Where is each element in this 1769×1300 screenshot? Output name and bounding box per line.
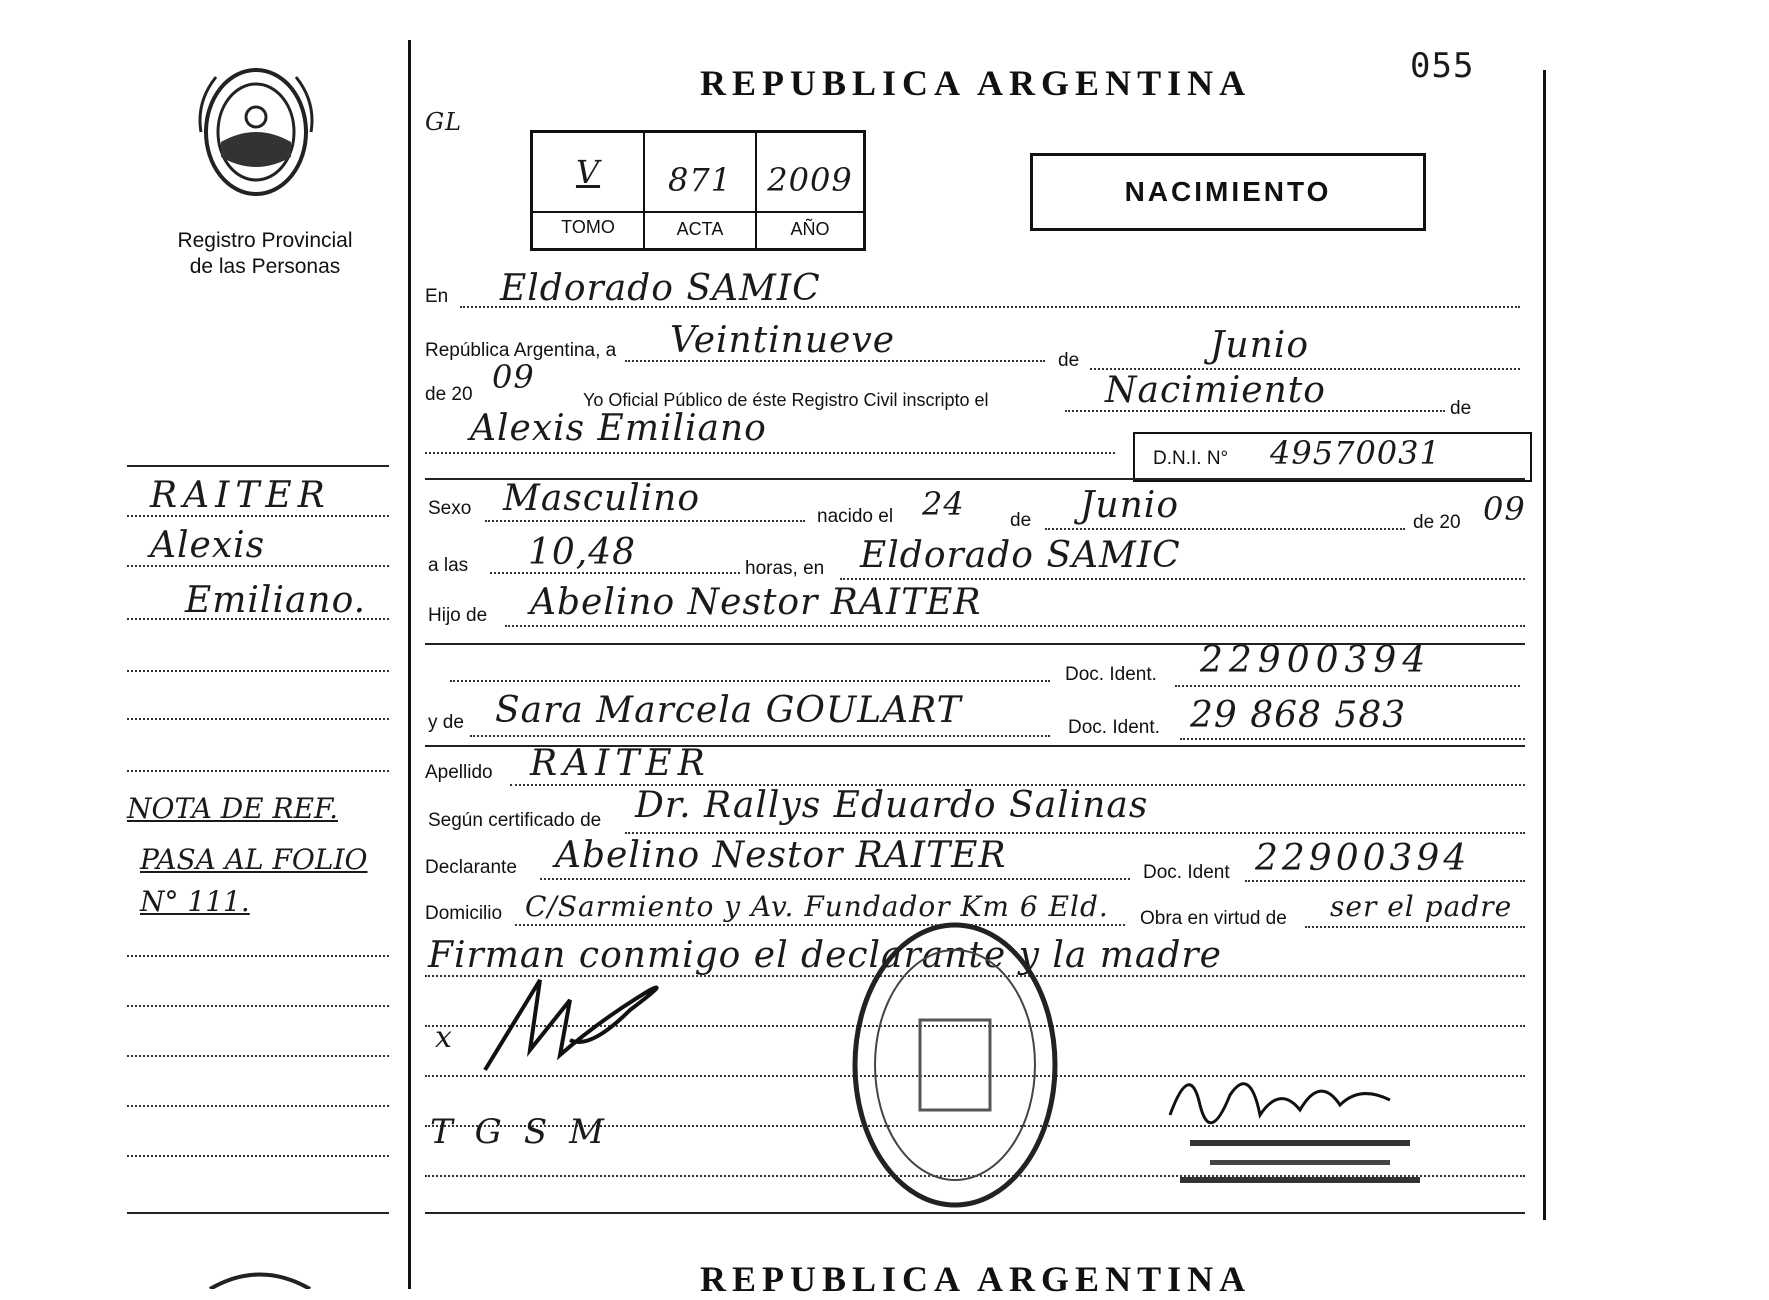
de2009-label: de 20 xyxy=(1413,512,1461,533)
obra-label: Obra en virtud de xyxy=(1140,908,1287,929)
footer-title: REPUBLICA ARGENTINA xyxy=(700,1259,1252,1299)
margin-second-name: Emiliano. xyxy=(185,580,367,621)
mes: Junio xyxy=(1210,325,1309,366)
oficial-label: Yo Oficial Público de éste Registro Civil inscripto el xyxy=(583,390,989,410)
anio-value: 2009 xyxy=(767,161,853,199)
alas-label: a las xyxy=(428,555,469,576)
footer-seal-icon xyxy=(205,1270,315,1289)
apellido-label: Apellido xyxy=(425,762,493,783)
anio-corto: 09 xyxy=(492,358,535,396)
margin-first-name: Alexis xyxy=(150,525,266,566)
en-value: Eldorado SAMIC xyxy=(500,268,821,309)
nacido-dia: 24 xyxy=(922,485,965,523)
registry-name: Registro Provincial de las Personas xyxy=(177,229,353,278)
declarante: Abelino Nestor RAITER xyxy=(555,835,1007,876)
act-type-box xyxy=(1030,153,1426,231)
certificado: Dr. Rallys Eduardo Salinas xyxy=(635,785,1149,826)
en-label: En xyxy=(425,286,449,307)
inscripto: Nacimiento xyxy=(1105,370,1326,411)
official-stamp-icon xyxy=(845,915,1065,1215)
sexo: Masculino xyxy=(503,478,701,519)
tgsm-initials: TGSM xyxy=(430,1112,626,1152)
declarante-doc: 22900394 xyxy=(1255,838,1471,879)
de-label: de xyxy=(1058,350,1080,371)
nacido-mes: Junio xyxy=(1080,485,1179,526)
margin-note-line3: N° 111. xyxy=(140,885,250,918)
de2-label: de xyxy=(1450,398,1472,419)
hora: 10,48 xyxy=(528,532,637,573)
de3-label: de xyxy=(1010,510,1032,531)
domicilio-label: Domicilio xyxy=(425,903,503,924)
nacido-label: nacido el xyxy=(817,506,894,527)
margin-surname: RAITER xyxy=(150,475,331,516)
de20-label: de 20 xyxy=(425,384,473,405)
sexo-label: Sexo xyxy=(428,498,472,519)
right-border xyxy=(1543,70,1546,1220)
apellido: RAITER xyxy=(530,743,711,784)
padre: Abelino Nestor RAITER xyxy=(530,582,982,623)
left-divider xyxy=(408,40,411,1289)
obra: ser el padre xyxy=(1330,890,1513,923)
dni-box xyxy=(1133,432,1532,482)
padre-doc: 22900394 xyxy=(1200,640,1432,681)
dni-label: D.N.I. N° xyxy=(1153,448,1229,469)
doc2-label: Doc. Ident. xyxy=(1068,717,1160,738)
folio-number: 055 xyxy=(1410,46,1475,86)
hijo-label: Hijo de xyxy=(428,605,488,626)
tomo-label: TOMO xyxy=(561,217,615,237)
anio-label: AÑO xyxy=(790,219,830,239)
firma-text: Firman conmigo el declarante y la madre xyxy=(428,935,1222,976)
madre: Sara Marcela GOULART xyxy=(495,690,962,731)
x-mark: x xyxy=(435,1020,453,1055)
declarant-signature-icon xyxy=(480,960,680,1080)
dia-letras: Veintinueve xyxy=(670,320,895,361)
declarante-label: Declarante xyxy=(425,857,517,878)
madre-doc: 29 868 583 xyxy=(1190,695,1407,736)
doc3-label: Doc. Ident xyxy=(1143,862,1230,883)
record-box xyxy=(530,130,866,251)
nacido-anio: 09 xyxy=(1483,490,1526,528)
clerk-initials: GL xyxy=(425,108,463,136)
nombre: Alexis Emiliano xyxy=(470,408,767,449)
republica-label: República Argentina, a xyxy=(425,340,617,361)
dni-value: 49570031 xyxy=(1270,434,1441,472)
act-type: NACIMIENTO xyxy=(1124,176,1332,207)
page-title: REPUBLICA ARGENTINA xyxy=(700,63,1252,103)
acta-value: 871 xyxy=(667,161,733,199)
doc-label: Doc. Ident. xyxy=(1065,664,1157,685)
province-seal-icon xyxy=(196,62,316,202)
tomo-value: V xyxy=(575,153,601,191)
horas-label: horas, en xyxy=(745,558,825,579)
lugar: Eldorado SAMIC xyxy=(860,535,1181,576)
domicilio: C/Sarmiento y Av. Fundador Km 6 Eld. xyxy=(525,890,1109,923)
certificado-label: Según certificado de xyxy=(428,810,602,831)
margin-note-line2: PASA AL FOLIO xyxy=(140,843,368,876)
margin-note-line1: NOTA DE REF. xyxy=(127,792,338,825)
yde-label: y de xyxy=(428,712,464,733)
officer-signature-icon xyxy=(1160,1055,1450,1195)
acta-label: ACTA xyxy=(676,219,724,239)
